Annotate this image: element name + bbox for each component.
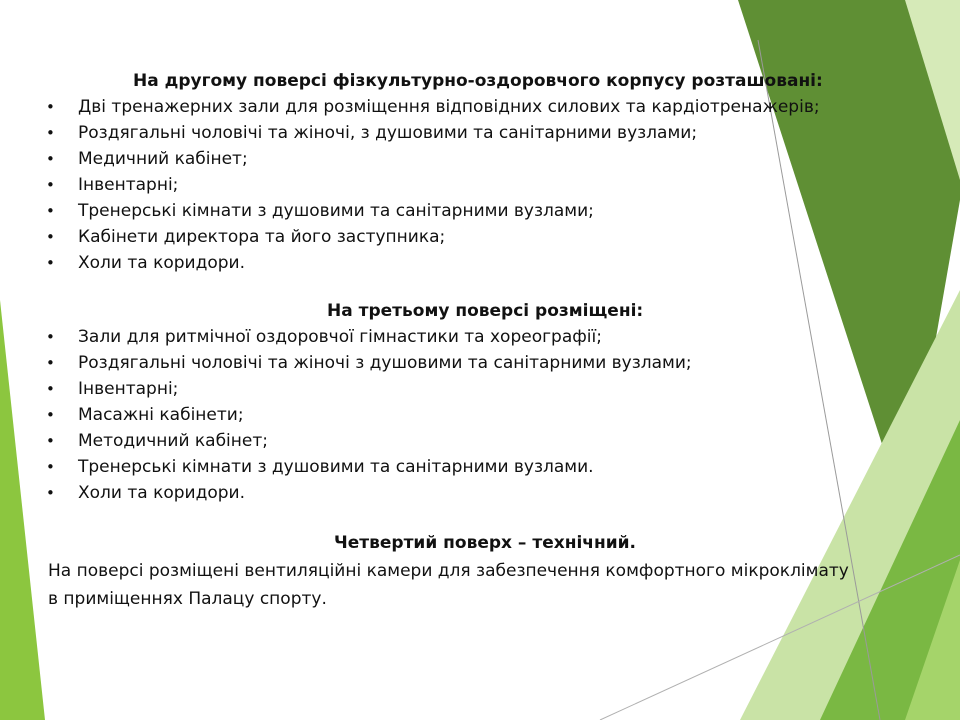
list-item	[46, 483, 692, 509]
bullet-icon: •	[46, 458, 55, 476]
list-item	[46, 431, 692, 457]
bullet-icon: •	[46, 328, 55, 346]
list-item-text: Роздягальні чоловічі та жіночі з душовими та санітарними вузлами;	[78, 353, 692, 373]
list-item-text: Холи та коридори.	[78, 253, 245, 273]
fourth-floor-heading: Четвертий поверх – технічний.	[334, 533, 636, 553]
list-item	[46, 405, 692, 431]
list-item-text: Інвентарні;	[78, 175, 179, 195]
list-item-text: Медичний кабінет;	[78, 149, 248, 169]
bullet-icon: •	[46, 150, 55, 168]
bullet-icon: •	[46, 176, 55, 194]
list-item	[46, 379, 692, 405]
list-item-text: Холи та коридори.	[78, 483, 245, 503]
list-item	[46, 97, 820, 123]
list-item-text: Дві тренажерних зали для розміщення відповідних силових та кардіотренажерів;	[78, 97, 820, 117]
bullet-icon: •	[46, 202, 55, 220]
paragraph-line: На поверсі розміщені вентиляційні камери для забезпечення комфортного мікроклімату	[48, 561, 849, 581]
second-floor-list	[46, 97, 820, 279]
list-item	[46, 353, 692, 379]
second-floor-heading: На другому поверсі фізкультурно-оздоровчого корпусу розташовані:	[133, 71, 823, 91]
bullet-icon: •	[46, 484, 55, 502]
bullet-icon: •	[46, 98, 55, 116]
bullet-icon: •	[46, 432, 55, 450]
list-item	[46, 457, 692, 483]
third-floor-list	[46, 327, 692, 509]
bullet-icon: •	[46, 124, 55, 142]
bullet-icon: •	[46, 406, 55, 424]
paragraph-line: в приміщеннях Палацу спорту.	[48, 589, 327, 609]
list-item	[46, 123, 820, 149]
list-item-text: Тренерські кімнати з душовими та санітарними вузлами.	[78, 457, 594, 477]
list-item-text: Масажні кабінети;	[78, 405, 244, 425]
list-item	[46, 327, 692, 353]
bullet-icon: •	[46, 228, 55, 246]
third-floor-heading: На третьому поверсі розміщені:	[327, 301, 644, 321]
fourth-floor-paragraph	[48, 557, 948, 613]
bullet-icon: •	[46, 380, 55, 398]
bullet-icon: •	[46, 254, 55, 272]
list-item-text: Методичний кабінет;	[78, 431, 268, 451]
list-item	[46, 227, 820, 253]
list-item-text: Зали для ритмічної оздоровчої гімнастики та хореографії;	[78, 327, 602, 347]
list-item	[46, 201, 820, 227]
list-item	[46, 253, 820, 279]
list-item	[46, 149, 820, 175]
bullet-icon: •	[46, 354, 55, 372]
list-item-text: Кабінети директора та його заступника;	[78, 227, 446, 247]
list-item	[46, 175, 820, 201]
list-item-text: Роздягальні чоловічі та жіночі, з душовими та санітарними вузлами;	[78, 123, 698, 143]
list-item-text: Тренерські кімнати з душовими та санітарними вузлами;	[78, 201, 594, 221]
list-item-text: Інвентарні;	[78, 379, 179, 399]
